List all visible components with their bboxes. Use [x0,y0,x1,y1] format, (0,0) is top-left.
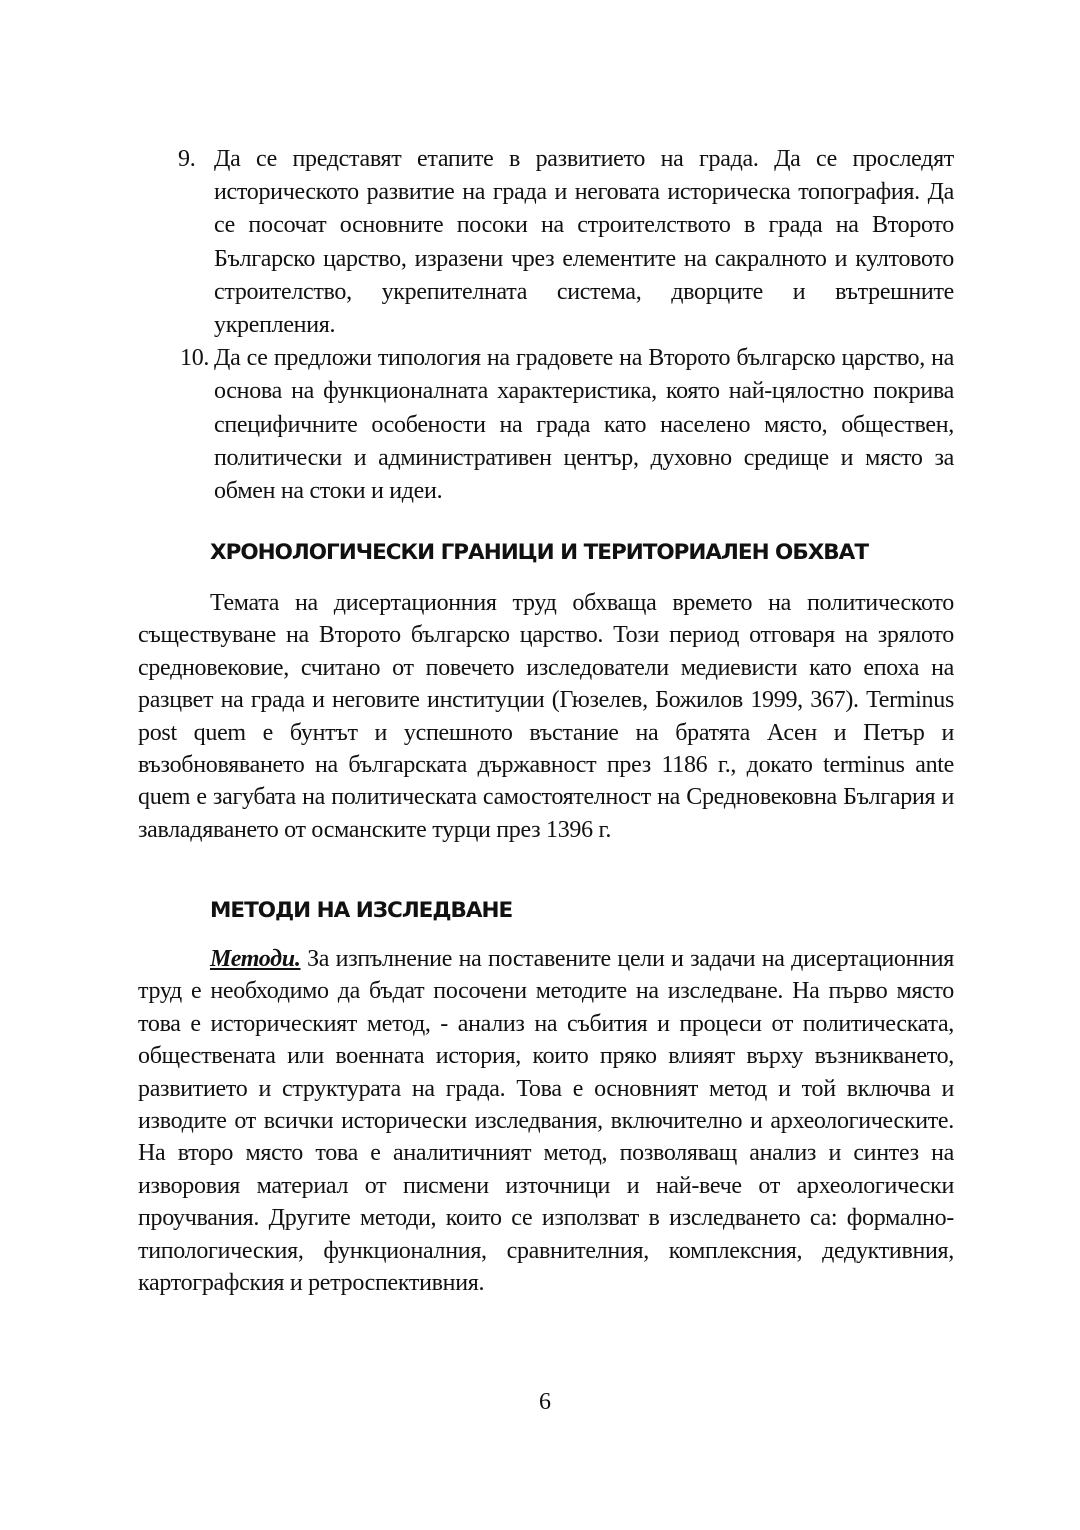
page-number: 6 [539,1389,551,1415]
list-item-text: Да се предложи типология на градовете на Второто българско царство, на основа на функционалната характеристика, която най-цялостно покрива специфичните особености на града като населено място, обществен, политически и административен център, духовно средище и място за обмен на стоки и идеи. [214,345,954,505]
section-heading-chronology: ХРОНОЛОГИЧЕСКИ ГРАНИЦИ И ТЕРИТОРИАЛЕН ОБХВАТ [210,540,868,565]
methods-label: Методи. [210,946,301,972]
numbered-list [178,143,954,508]
chronology-paragraph: Темата на дисертационния труд обхваща времето на политическото съществуване на Второто българско царство. Този период отговаря на зрялото средновековие, считано от повечето изследователи медиевисти като епоха на разцвет на града и неговите институции (Гюзелев, Божилов 1999, 367). Terminus post quem е бунтът и успешното въстание на братята Асен и Петър и възобновяването на българската държавност през 1186 г., докато terminus ante quem е загубата на политическата самостоятелност на Средновековна България и завладяването от османските турци през 1396 г. [138,590,954,843]
list-item-text: Да се представят етапите в развитието на града. Да се проследят историческото развитие на града и неговата историческа топография. Да се посочат основните посоки на строителството в града на Второто Българско царство, изразени чрез елементите на сакралното и култовото строителство, укрепителната система, дворците и вътрешните укрепления. [214,146,954,339]
list-item [178,143,954,342]
section-heading-methods: МЕТОДИ НА ИЗСЛЕДВАНЕ [210,898,513,923]
list-item [178,342,954,508]
list-item-number: 9. [178,146,196,172]
methods-paragraph [138,943,954,1299]
list-item-number: 10. [180,345,210,372]
methods-text: За изпълнение на поставените цели и задачи на дисертационния труд е необходимо да бъдат посочени методите на изследване. На първо място това е историческият метод, - анализ на събития и процеси от политическата, обществената или военната история, които пряко влияят върху възникването, развитието и структурата на града. Това е основният метод и той включва и изводите от всички исторически изследвания, включително и археологическите. На второ място това е аналитичният метод, позволяващ анализ и синтез на изворовия материал от писмени източници и най-вече от археологически проучвания. Другите методи, които се използват в изследването са: формално-типологическия, функционалния, сравнителния, комплексния, дедуктивния, картографския и ретроспективния. [138,946,954,1297]
